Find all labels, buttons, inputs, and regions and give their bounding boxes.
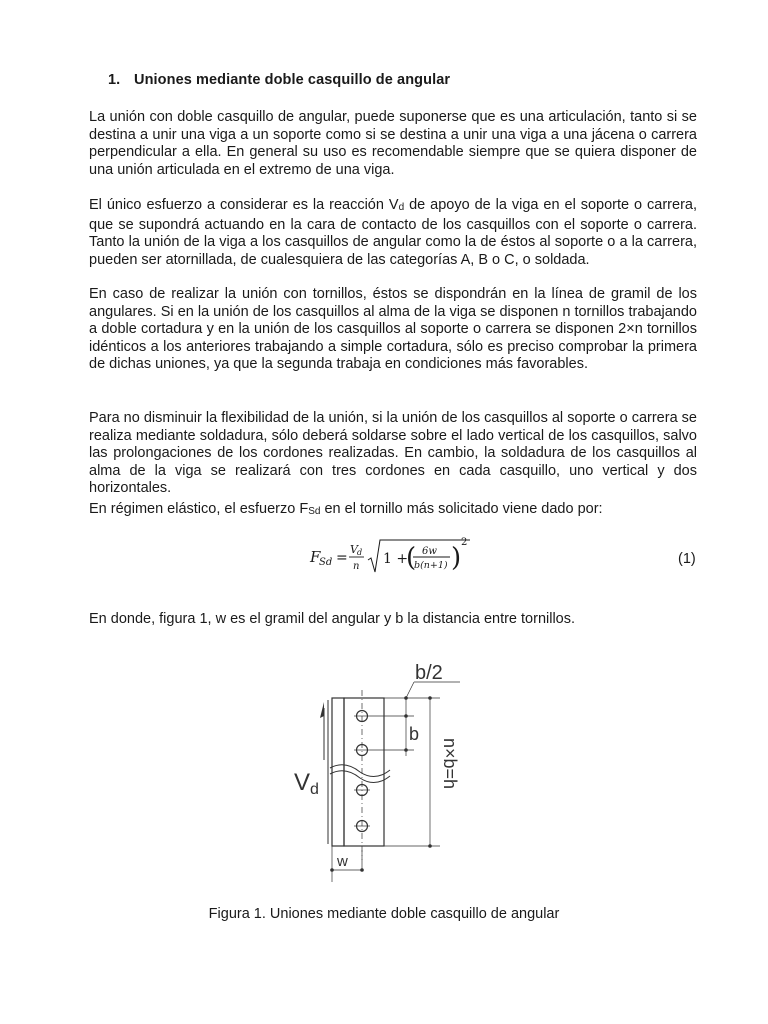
formula-inner-num: 6w: [422, 546, 437, 557]
figure-caption: Figura 1. Uniones mediante doble casquillo de angular: [208, 906, 560, 922]
formula-exponent: 2: [461, 537, 468, 548]
formula-1: [308, 532, 478, 580]
dim-leader-half-b: [406, 682, 414, 698]
paragraph-2-subscript: d: [398, 202, 405, 213]
dim-dot: [404, 748, 408, 752]
formula-lhs: F: [310, 548, 321, 566]
paragraph-3: En caso de realizar la unión con tornillos, éstos se dispondrán en la línea de gramil de los angulares. Si en la unión de los casquillos al alma de la viga se disponen n tornillos trabajando a doble cortadura y en la unión de los casquillos al soporte o carrera se disponen 2×n tornillos idénticos a los anteriores trabajando a simple cortadura, sólo es preciso comprobar la primera de dichas uniones, ya que la segunda trabaja en condiciones más favorables.: [89, 286, 697, 373]
formula-lparen: (: [406, 543, 417, 573]
dim-dot: [428, 696, 432, 700]
label-vd: V: [294, 769, 311, 796]
label-w: w: [337, 853, 348, 870]
formula-num-sub: d: [357, 548, 363, 557]
formula-lhs-sub: Sd: [319, 557, 333, 568]
paragraph-1: La unión con doble casquillo de angular, puede suponerse que es una articulación, tanto si se destina a unir una viga a un soporte como si se destina a unir una viga a una jácena o carrera perpendicular a ella. En general su uso es recomendable siempre que se quiera disponer de una unión articulada en el extremo de una viga.: [89, 109, 697, 178]
formula-equals: =: [336, 550, 348, 566]
formula-svg: [308, 532, 478, 580]
dim-dot: [428, 844, 432, 848]
paragraph-2: [89, 197, 697, 269]
dim-dot: [360, 868, 364, 872]
section-heading: [108, 72, 450, 88]
paragraph-2-text-b: de apoyo de la viga en el soporte o carrera, que se supondrá actuando en la cara de contacto de los casquillos con el soporte o carrera. Tanto la unión de la viga a los casquillos de angular como la de éstos al soporte o a la carrera, pueden ser atornillada, de cualesquiera de las categorías A, B o C, o soldada.: [89, 197, 697, 268]
formula-rparen: ): [451, 543, 462, 573]
paragraph-5-subscript: Sd: [308, 506, 321, 517]
paragraph-6: En donde, figura 1, w es el gramil del angular y b la distancia entre tornillos.: [89, 611, 576, 627]
figure-1-drawing: [290, 660, 480, 890]
formula-den: n: [353, 561, 360, 572]
formula-inner-den: b(n+1): [414, 560, 448, 571]
formula-num: V: [350, 543, 358, 556]
paragraph-2-text-a: El único esfuerzo a considerar es la reacción V: [89, 197, 399, 213]
paragraph-5-text-b: en el tornillo más solicitado viene dado por:: [320, 501, 603, 517]
label-vd-sub: d: [310, 781, 319, 798]
paragraph-5-text-a: En régimen elástico, el esfuerzo F: [89, 501, 309, 517]
section-title: Uniones mediante doble casquillo de angular: [134, 72, 451, 88]
paragraph-4: Para no disminuir la flexibilidad de la unión, si la unión de los casquillos al soporte o carrera se realiza mediante soldadura, sólo deberá soldarse sobre el lado vertical de los casquillos, salvo las prolongaciones de los cordones realizadas. En cambio, la soldadura de los casquillos al alma de la viga se realizará con tres cordones en cada casquillo, uno vertical y dos horizontales.: [89, 410, 697, 497]
vd-arrow-head: [320, 702, 324, 718]
label-b: b: [409, 724, 420, 744]
figure-1: [290, 660, 480, 890]
formula-one-plus: 1 +: [383, 551, 409, 567]
dim-dot: [404, 696, 408, 700]
paragraph-5: [89, 501, 697, 521]
dim-dot: [330, 868, 334, 872]
section-number: 1.: [108, 72, 121, 88]
dim-dot: [404, 714, 408, 718]
label-nxb: n×b=h: [440, 738, 460, 790]
label-half-b: b/2: [415, 662, 443, 684]
equation-number: (1): [678, 551, 696, 567]
